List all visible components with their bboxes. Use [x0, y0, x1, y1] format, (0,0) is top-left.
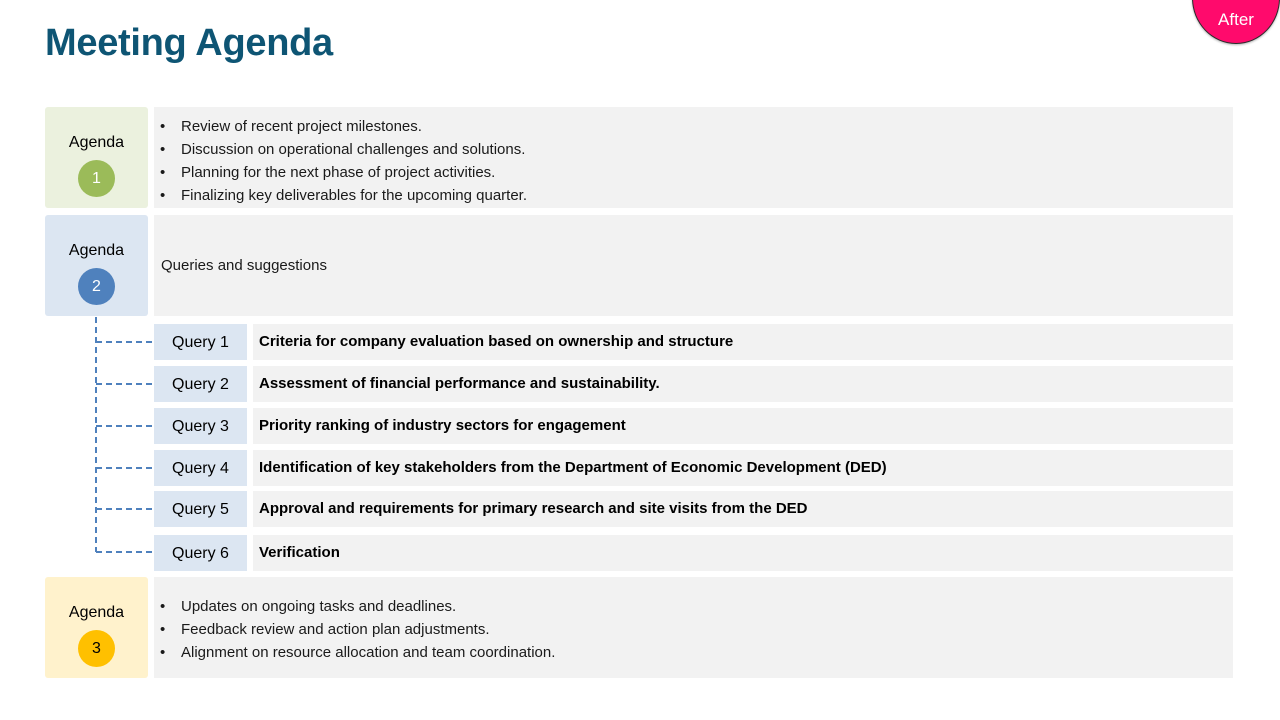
query-2-text: Assessment of financial performance and sustainability.	[253, 366, 1233, 402]
list-item: • Updates on ongoing tasks and deadlines.	[154, 595, 1233, 618]
list-item: • Review of recent project milestones.	[154, 115, 1233, 138]
query-2-label: Query 2	[154, 366, 247, 402]
list-item: • Discussion on operational challenges and solutions.	[154, 138, 1233, 161]
agenda-2-text: Queries and suggestions	[161, 257, 327, 274]
query-1-label: Query 1	[154, 324, 247, 360]
page-title: Meeting Agenda	[45, 22, 333, 64]
after-badge-label: After	[1218, 10, 1254, 29]
query-5-text: Approval and requirements for primary research and site visits from the DED	[253, 491, 1233, 527]
agenda-3-box	[45, 577, 148, 678]
agenda-2-label: Agenda	[68, 242, 125, 259]
agenda-3-list	[154, 595, 1233, 664]
list-item: • Feedback review and action plan adjustments.	[154, 618, 1233, 641]
query-6-text: Verification	[253, 535, 1233, 571]
list-item: • Planning for the next phase of project activities.	[154, 161, 1233, 184]
query-4-label: Query 4	[154, 450, 247, 486]
query-3-text: Priority ranking of industry sectors for engagement	[253, 408, 1233, 444]
agenda-1-label: Agenda	[68, 134, 125, 151]
agenda-3-label: Agenda	[68, 604, 125, 621]
query-4-text: Identification of key stakeholders from the Department of Economic Development (DED)	[253, 450, 1233, 486]
query-3-label: Query 3	[154, 408, 247, 444]
query-5-label: Query 5	[154, 491, 247, 527]
agenda-3-number: 3	[78, 630, 115, 667]
query-1-text: Criteria for company evaluation based on ownership and structure	[253, 324, 1233, 360]
list-item: • Alignment on resource allocation and team coordination.	[154, 641, 1233, 664]
agenda-2-number: 2	[78, 268, 115, 305]
agenda-1-number: 1	[78, 160, 115, 197]
query-6-label: Query 6	[154, 535, 247, 571]
agenda-3-content	[154, 577, 1233, 678]
list-item: • Finalizing key deliverables for the upcoming quarter.	[154, 184, 1233, 207]
